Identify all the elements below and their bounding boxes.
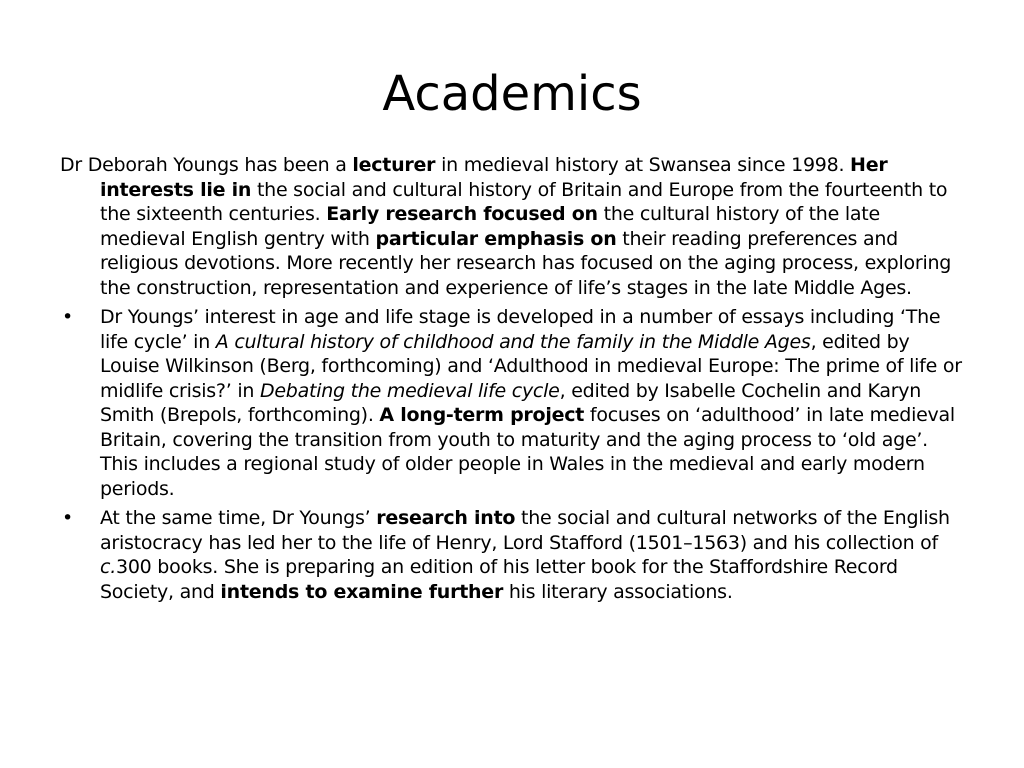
bullet-paragraph <box>60 305 970 501</box>
body-text: the social and cultural history of Britain and Europe from the fourteenth to the sixteenth centuries. <box>100 178 948 225</box>
body-text: , edited by Isabelle Cochelin and Karyn Smith (Brepols, forthcoming). <box>100 379 922 426</box>
body-text: in medieval history at Swansea since 1998. <box>435 154 851 176</box>
bullet-marker: • <box>62 306 73 328</box>
bullet-paragraph <box>60 506 970 604</box>
bold-text: intends to examine further <box>220 580 504 603</box>
bold-text: Her interests lie in <box>100 154 888 201</box>
bold-text: particular emphasis on <box>375 227 617 250</box>
bold-text: research into <box>376 507 516 529</box>
italic-text: A cultural history of childhood and the family in the Middle Ages <box>215 330 811 353</box>
italic-text: c. <box>100 556 116 578</box>
body-text: his literary associations. <box>503 580 733 603</box>
body-text: 300 books. She is preparing an edition of his letter book for the Staffordshire Record Society, and <box>100 556 898 603</box>
bullet-marker: • <box>62 507 73 529</box>
body-text: , edited by Louise Wilkinson (Berg, forthcoming) and ‘Adulthood in medieval Europe: The prime of life or midlife crisis?’ in <box>100 330 962 402</box>
slide-title: Academics <box>382 66 642 122</box>
intro-paragraph <box>60 153 970 300</box>
body-text: their reading preferences and religious devotions. More recently her research has focused on the aging process, exploring the construction, representation and experience of life’s stages in the late Middle Ages. <box>100 227 952 299</box>
body-text: Dr Deborah Youngs has been a <box>60 154 353 176</box>
body-text: focuses on ‘adulthood’ in late medieval Britain, covering the transition from youth to maturity and the aging process to ‘old age’. This includes a regional study of older people in Wales in the medieval and early modern periods. <box>100 404 955 500</box>
bold-text: lecturer <box>352 154 436 176</box>
italic-text: Debating the medieval life cycle <box>259 379 560 402</box>
body-text: the social and cultural networks of the English aristocracy has led her to the life of Henry, Lord Stafford (1501–1563) and his collection of <box>100 507 950 554</box>
body-text: Dr Youngs’ interest in age and life stage is developed in a number of essays including ‘The life cycle’ in <box>100 306 941 353</box>
body-text: the cultural history of the late medieval English gentry with <box>100 203 880 250</box>
bold-text: Early research focused on <box>326 203 598 225</box>
body-text: At the same time, Dr Youngs’ <box>100 507 377 529</box>
slide-body <box>60 153 970 609</box>
bold-text: A long-term project <box>379 404 585 426</box>
